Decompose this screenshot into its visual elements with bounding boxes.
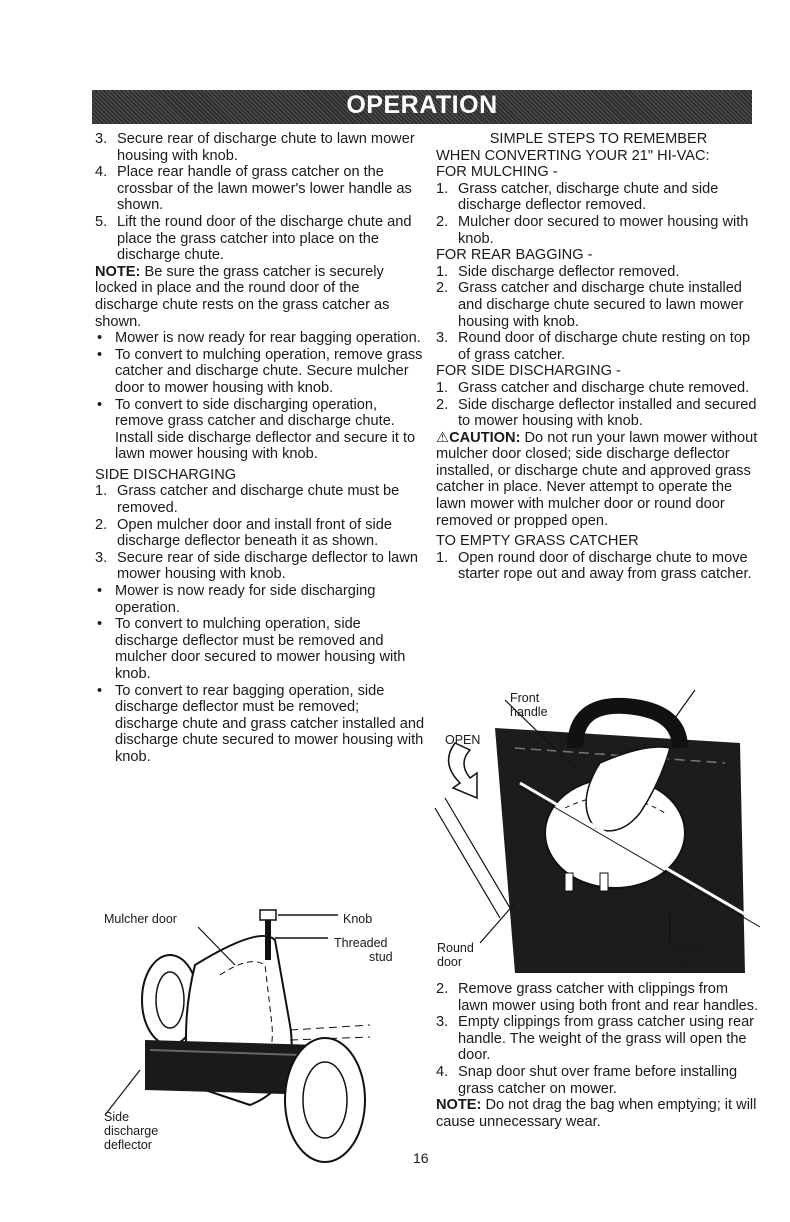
list-item xyxy=(95,131,425,164)
list-item xyxy=(436,330,761,363)
bullet-icon: • xyxy=(97,396,103,413)
section-title: OPERATION xyxy=(346,91,498,119)
caution-paragraph xyxy=(436,430,761,530)
note-paragraph-right xyxy=(436,1097,761,1130)
step-number: 3. xyxy=(95,549,108,566)
step-number: 1. xyxy=(436,379,449,396)
bullet-icon: • xyxy=(97,330,103,347)
step-number: 2. xyxy=(436,280,449,297)
bullet-text: Mower is now ready for side discharging operation. xyxy=(115,583,376,616)
left-column xyxy=(95,131,425,766)
step-text: Grass catcher and discharge chute removed. xyxy=(458,379,750,396)
knob-label: Knob xyxy=(343,912,373,926)
simple-steps-title: SIMPLE STEPS TO REMEMBER xyxy=(489,131,708,147)
list-item xyxy=(95,550,425,583)
bullet-text: To convert to rear bagging operation, side discharge deflector must be removed; discharge chute and grass catcher installed and discharge chute secured to mower housing with knob. xyxy=(115,682,425,765)
list-item xyxy=(436,214,761,247)
step-text: Grass catcher and discharge chute installed and discharge chute secured to lawn mower housing with knob. xyxy=(458,280,744,330)
bullet-item xyxy=(95,397,425,463)
note-label: NOTE: xyxy=(436,1097,482,1114)
step-number: 1. xyxy=(95,483,108,500)
handle-label: handle xyxy=(510,705,548,719)
list-item xyxy=(95,517,425,550)
section-banner xyxy=(92,90,752,124)
step-number: 3. xyxy=(436,1014,449,1031)
step-number: 2. xyxy=(95,516,108,533)
list-item xyxy=(436,1014,761,1064)
right-column xyxy=(436,131,761,583)
side-discharging-heading: SIDE DISCHARGING xyxy=(95,466,237,483)
side-discharging-heading-right: FOR SIDE DISCHARGING - xyxy=(436,363,621,380)
list-item xyxy=(95,483,425,516)
right-column-lower xyxy=(436,981,761,1130)
side-label: Side xyxy=(104,1110,130,1124)
bullet-item xyxy=(95,683,425,766)
open-label: OPEN xyxy=(445,733,481,747)
step-number: 4. xyxy=(95,164,108,181)
step-number: 1. xyxy=(436,263,449,280)
page-number: 16 xyxy=(413,1150,429,1166)
note-text: Be sure the grass catcher is securely locked in place and the round door of the discharge chute rests on the grass catcher as shown. xyxy=(95,263,390,330)
bullet-item xyxy=(95,347,425,397)
grass-catcher-illustration xyxy=(425,688,760,973)
bullet-text: Mower is now ready for rear bagging operation. xyxy=(115,330,421,347)
step-number: 2. xyxy=(436,396,449,413)
front-label: Front xyxy=(510,691,540,705)
round-label: Round xyxy=(437,941,474,955)
warning-triangle-icon: ⚠ xyxy=(436,429,450,446)
note-label: NOTE: xyxy=(95,263,141,280)
bullet-icon: • xyxy=(97,346,103,363)
step-text: Grass catcher, discharge chute and side discharge deflector removed. xyxy=(458,180,719,214)
step-number: 2. xyxy=(436,213,449,230)
bullet-item xyxy=(95,330,425,347)
step-text: Snap door shut over frame before installing grass catcher on mower. xyxy=(458,1063,738,1097)
step-number: 3. xyxy=(95,131,108,147)
simple-steps-subtitle: WHEN CONVERTING YOUR 21" HI-VAC: xyxy=(436,147,710,164)
caution-text: Do not run your lawn mower without mulcher door closed; side discharge deflector installed, or discharge chute and approved grass catcher in place. Never attempt to operate the lawn mower with mulcher door or round door removed or propped open. xyxy=(436,429,758,529)
list-item xyxy=(436,550,761,583)
empty-catcher-heading: TO EMPTY GRASS CATCHER xyxy=(436,533,639,550)
list-item xyxy=(95,164,425,214)
step-text: Open mulcher door and install front of side discharge deflector beneath it as shown. xyxy=(117,516,393,550)
step-number: 4. xyxy=(436,1063,449,1080)
starter-label: Starter xyxy=(670,941,708,955)
step-number: 2. xyxy=(436,981,449,997)
list-item xyxy=(95,214,425,264)
bullet-icon: • xyxy=(97,583,103,600)
step-number: 1. xyxy=(436,549,449,566)
list-item xyxy=(436,397,761,430)
caution-label: CAUTION: xyxy=(449,429,521,446)
step-text: Place rear handle of grass catcher on the crossbar of the lawn mower's lower handle as shown. xyxy=(117,164,412,214)
bullet-text: To convert to side discharging operation, remove grass catcher and discharge chute. Install side discharge deflector and secure it to lawn mower housing with knob. xyxy=(115,396,416,463)
bullet-icon: • xyxy=(97,682,103,699)
step-text: Empty clippings from grass catcher using rear handle. The weight of the grass will open the door. xyxy=(458,1014,755,1064)
step-text: Grass catcher and discharge chute must be removed. xyxy=(117,483,400,517)
list-item xyxy=(436,264,761,281)
bullet-icon: • xyxy=(97,616,103,633)
bullet-text: To convert to mulching operation, remove grass catcher and discharge chute. Secure mulcher door to mower housing with knob. xyxy=(115,346,423,396)
note-text: Do not drag the bag when emptying; it will cause unnecessary wear. xyxy=(436,1097,757,1130)
step-text: Side discharge deflector removed. xyxy=(458,263,680,280)
list-item xyxy=(436,181,761,214)
note-paragraph xyxy=(95,264,425,330)
step-number: 5. xyxy=(95,213,108,230)
list-item xyxy=(436,1064,761,1097)
list-item xyxy=(436,280,761,330)
step-text: Open round door of discharge chute to move starter rope out and away from grass catcher. xyxy=(458,549,752,583)
stud-label: stud xyxy=(369,950,393,964)
step-text: Lift the round door of the discharge chute and place the grass catcher into place on the discharge chute. xyxy=(117,213,412,264)
step-number: 3. xyxy=(436,330,449,347)
deflector-label: deflector xyxy=(104,1138,152,1152)
bullet-text: To convert to mulching operation, side discharge deflector must be removed and mulcher door secured to mower housing with knob. xyxy=(115,616,406,682)
step-text: Remove grass catcher with clippings from lawn mower using both front and rear handles. xyxy=(458,981,759,1014)
step-text: Secure rear of discharge chute to lawn mower housing with knob. xyxy=(117,131,415,164)
threaded-label: Threaded xyxy=(334,936,388,950)
rear-bagging-heading: FOR REAR BAGGING - xyxy=(436,247,593,264)
mulching-heading: FOR MULCHING - xyxy=(436,164,558,181)
list-item xyxy=(436,981,761,1014)
step-text: Secure rear of side discharge deflector to lawn mower housing with knob. xyxy=(117,549,418,583)
list-item xyxy=(436,380,761,397)
discharge-label: discharge xyxy=(104,1124,159,1138)
bullet-item xyxy=(95,616,425,682)
rope-label: rope xyxy=(670,955,696,969)
door-label: door xyxy=(437,955,463,969)
step-text: Mulcher door secured to mower housing with knob. xyxy=(458,213,749,247)
mulcher-door-label: Mulcher door xyxy=(104,912,177,926)
step-number: 1. xyxy=(436,180,449,197)
step-text: Side discharge deflector installed and secured to mower housing with knob. xyxy=(458,396,757,430)
step-text: Round door of discharge chute resting on top of grass catcher. xyxy=(458,330,751,363)
bullet-item xyxy=(95,583,425,616)
